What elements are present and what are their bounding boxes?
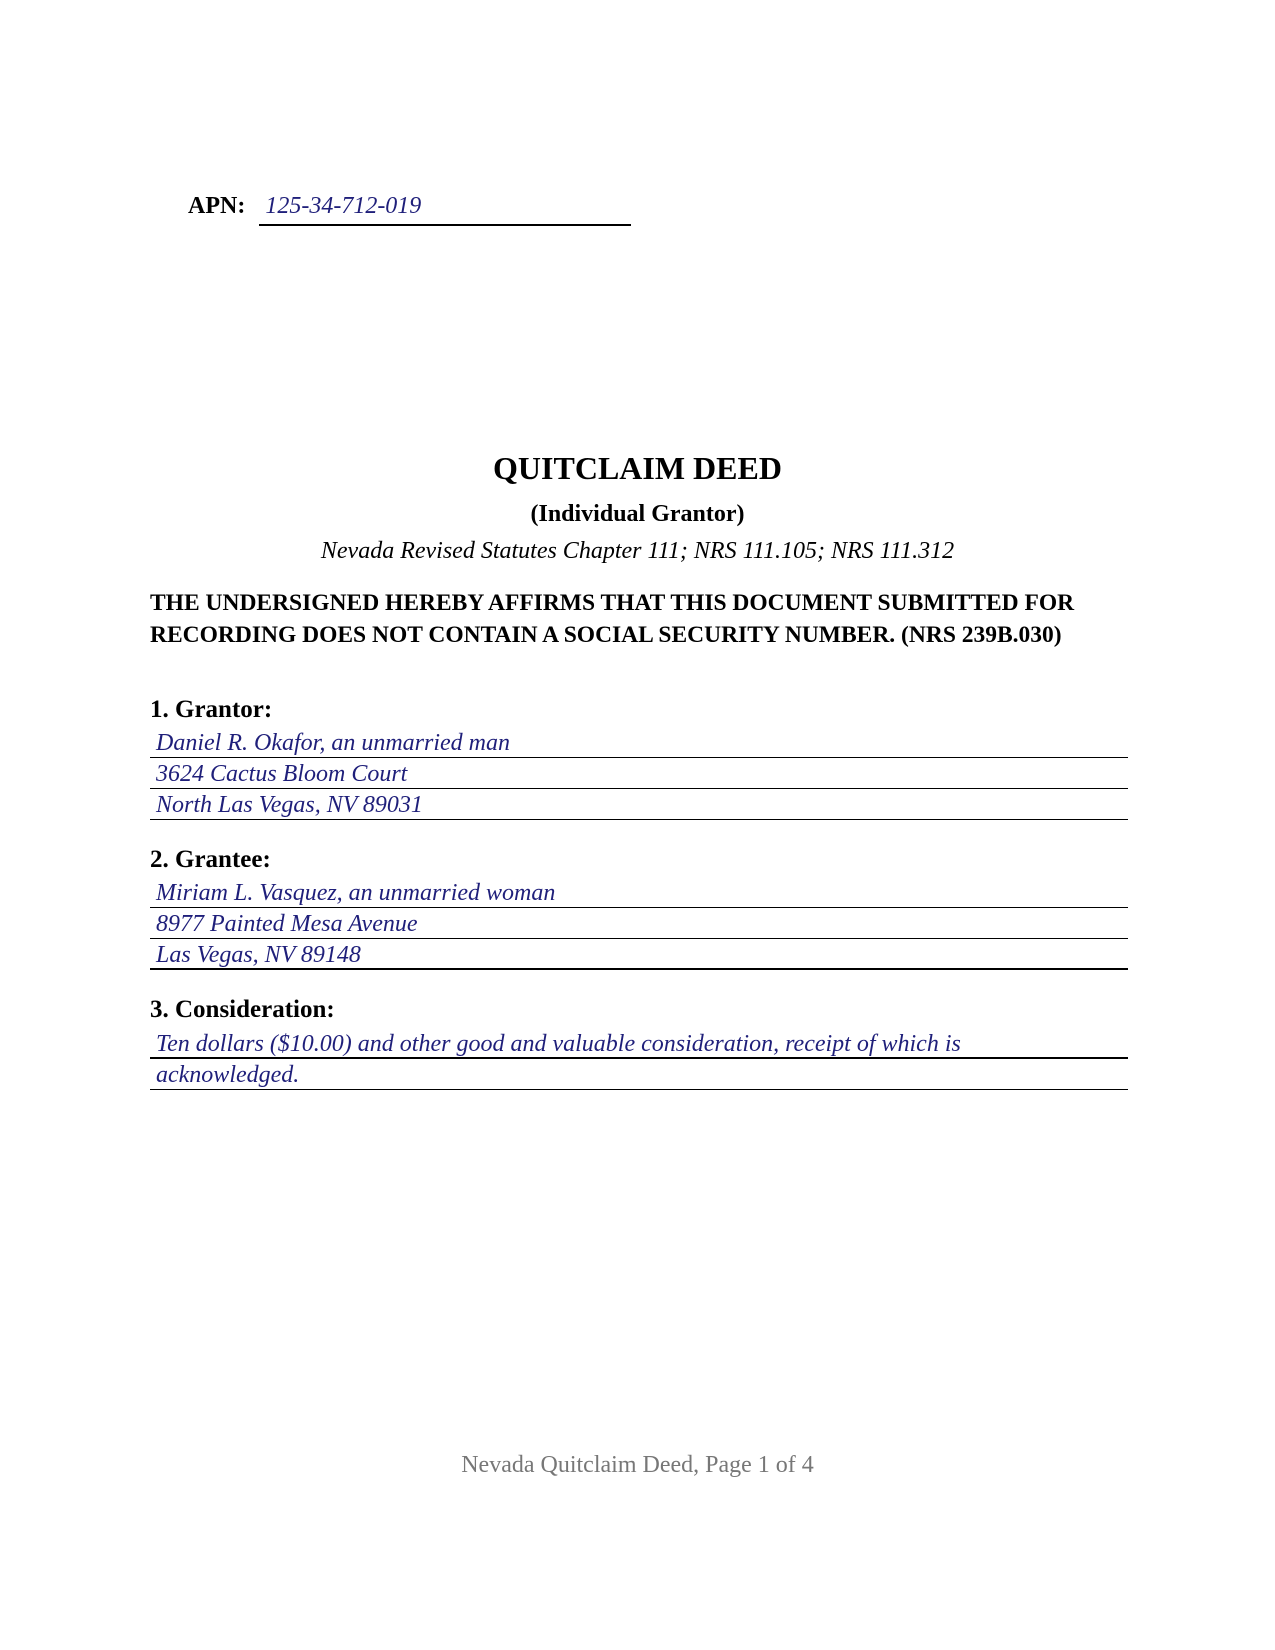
consideration-heading: 3. Consideration: (150, 996, 335, 1023)
statute-reference: Nevada Revised Statutes Chapter 111; NRS 111.105; NRS 111.312 (320, 538, 955, 564)
grantor-heading: 1. Grantor: (150, 696, 273, 723)
grantee-name-field[interactable]: Miriam L. Vasquez, an unmarried woman (150, 878, 1128, 908)
grantee-city-field[interactable]: Las Vegas, NV 89148 (150, 940, 1128, 970)
apn-label: APN: (188, 193, 246, 219)
document-subtitle: (Individual Grantor) (530, 501, 745, 527)
grantee-street-field[interactable]: 8977 Painted Mesa Avenue (150, 909, 1128, 939)
grantee-heading: 2. Grantee: (150, 846, 271, 873)
apn-row (188, 188, 631, 228)
consideration-field-line-1[interactable]: Ten dollars ($10.00) and other good and valuable consideration, receipt of which is (150, 1029, 1128, 1059)
grantor-name-field[interactable]: Daniel R. Okafor, an unmarried man (150, 728, 1128, 758)
grantor-street-field[interactable]: 3624 Cactus Bloom Court (150, 759, 1128, 789)
document-title: QUITCLAIM DEED (493, 450, 782, 486)
ssn-affirmation: THE UNDERSIGNED HEREBY AFFIRMS THAT THIS DOCUMENT SUBMITTED FOR RECORDING DOES NOT CONTAIN A SOCIAL SECURITY NUMBER. (NRS 239B.030) (150, 590, 1075, 648)
page-footer: Nevada Quitclaim Deed, Page 1 of 4 (461, 1452, 814, 1478)
grantor-city-field[interactable]: North Las Vegas, NV 89031 (150, 790, 1128, 820)
consideration-field-line-2[interactable]: acknowledged. (150, 1060, 1128, 1090)
apn-field[interactable]: 125-34-712-019 (259, 188, 631, 226)
